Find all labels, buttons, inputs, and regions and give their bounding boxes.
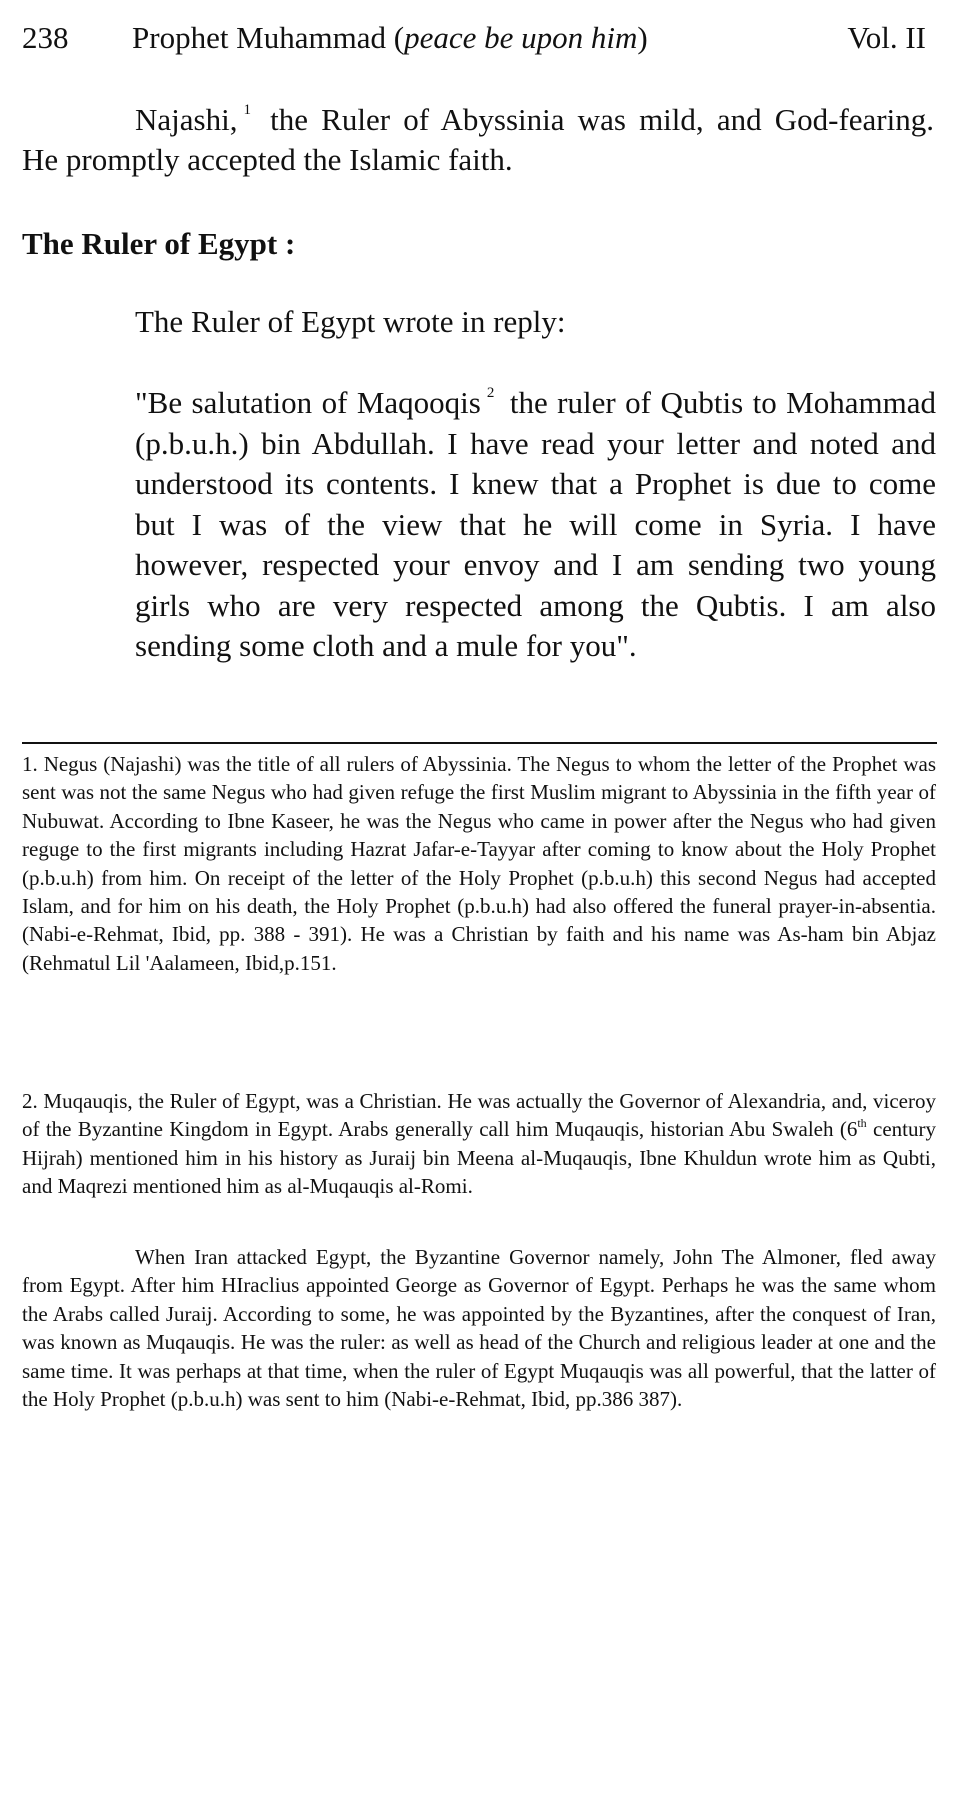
- footnote-2-text-start: 2. Muqauqis, the Ruler of Egypt, was a Christian. He was actually the Governor of Alexandria, and, viceroy of the Byzantine Kingdom in Egypt. Arabs generally call him Muqauqis, historian Abu Swaleh (6: [22, 1089, 936, 1142]
- running-title-italic: peace be upon him: [404, 20, 638, 55]
- footnote-ref-1[interactable]: 1: [243, 102, 251, 118]
- footnote-2: [22, 1087, 936, 1201]
- page-header: [22, 18, 926, 58]
- najashi-text-start: Najashi,: [135, 102, 238, 137]
- ordinal-suffix: th: [857, 1116, 867, 1131]
- running-title-close: ): [637, 20, 648, 55]
- running-title: [132, 18, 648, 58]
- page-number: 238: [22, 20, 69, 55]
- footnote-1: 1. Negus (Najashi) was the title of all rulers of Abyssinia. The Negus to whom the letter of the Prophet was sent was not the same Negus who had given refuge the first Muslim migrant to Abyssinia in the fifth year of Nubuwat. According to Ibne Kaseer, he was the Negus who came in power after the Negus who had given reguge to the first migrants including Hazrat Jafar-e-Tayyar after coming to know about the Holy Prophet (p.b.u.h) from him. On receipt of the letter of the Holy Prophet (p.b.u.h) this second Negus had accepted Islam, and for him on his death, the Holy Prophet (p.b.u.h) had also offered the funeral prayer-in-absentia. (Nabi-e-Rehmat, Ibid, pp. 388 - 391). He was a Christian by faith and his name was As-ham bin Abjaz (Rehmatul Lil 'Aalameen, Ibid,p.151.: [22, 752, 936, 975]
- footnote-divider: [22, 742, 937, 744]
- najashi-paragraph: [22, 100, 934, 180]
- maqooqis-letter-quote: [135, 383, 936, 667]
- section-heading: The Ruler of Egypt :: [22, 226, 296, 261]
- footnote-2-text-end: century Hijrah) mentioned him in his history as Juraij bin Meena al-Muqauqis, Ibne Khuldun wrote him as Qubti, and Maqrezi mentioned him as al-Muqauqis al-Romi.: [22, 1117, 936, 1199]
- quote-text-end: the ruler of Qubtis to Mohammad (p.b.u.h.) bin Abdullah. I have read your letter and noted and understood its contents. I knew that a Prophet is due to come but I was of the view that he will come in Syria. I have however, respected your envoy and I am sending two young girls who are very respected among the Qubtis. I am also sending some cloth and a mule for you".: [135, 385, 936, 663]
- volume-label: Vol. II: [847, 20, 926, 55]
- najashi-text-end: the Ruler of Abyssinia was mild, and God-fearing. He promptly accepted the Islamic faith.: [22, 102, 934, 177]
- footnote-ref-2[interactable]: 2: [486, 385, 495, 401]
- running-title-text: Prophet Muhammad (: [132, 20, 405, 55]
- reply-intro: The Ruler of Egypt wrote in reply:: [135, 304, 566, 339]
- footnote-2-continuation: When Iran attacked Egypt, the Byzantine Governor namely, John The Almoner, fled away from Egypt. After him HIraclius appointed George as Governor of Egypt. Perhaps he was the same whom the Arabs called Juraij. According to some, he was appointed by the Byzantines, after the conquest of Iran, was known as Muqauqis. He was the ruler: as well as head of the Church and religious leader at one and the same time. It was perhaps at that time, when the ruler of Egypt Muqauqis was all powerful, that the latter of the Holy Prophet (p.b.u.h) was sent to him (Nabi-e-Rehmat, Ibid, pp.386 387).: [22, 1245, 936, 1412]
- quote-text-start: "Be salutation of Maqooqis: [135, 385, 481, 420]
